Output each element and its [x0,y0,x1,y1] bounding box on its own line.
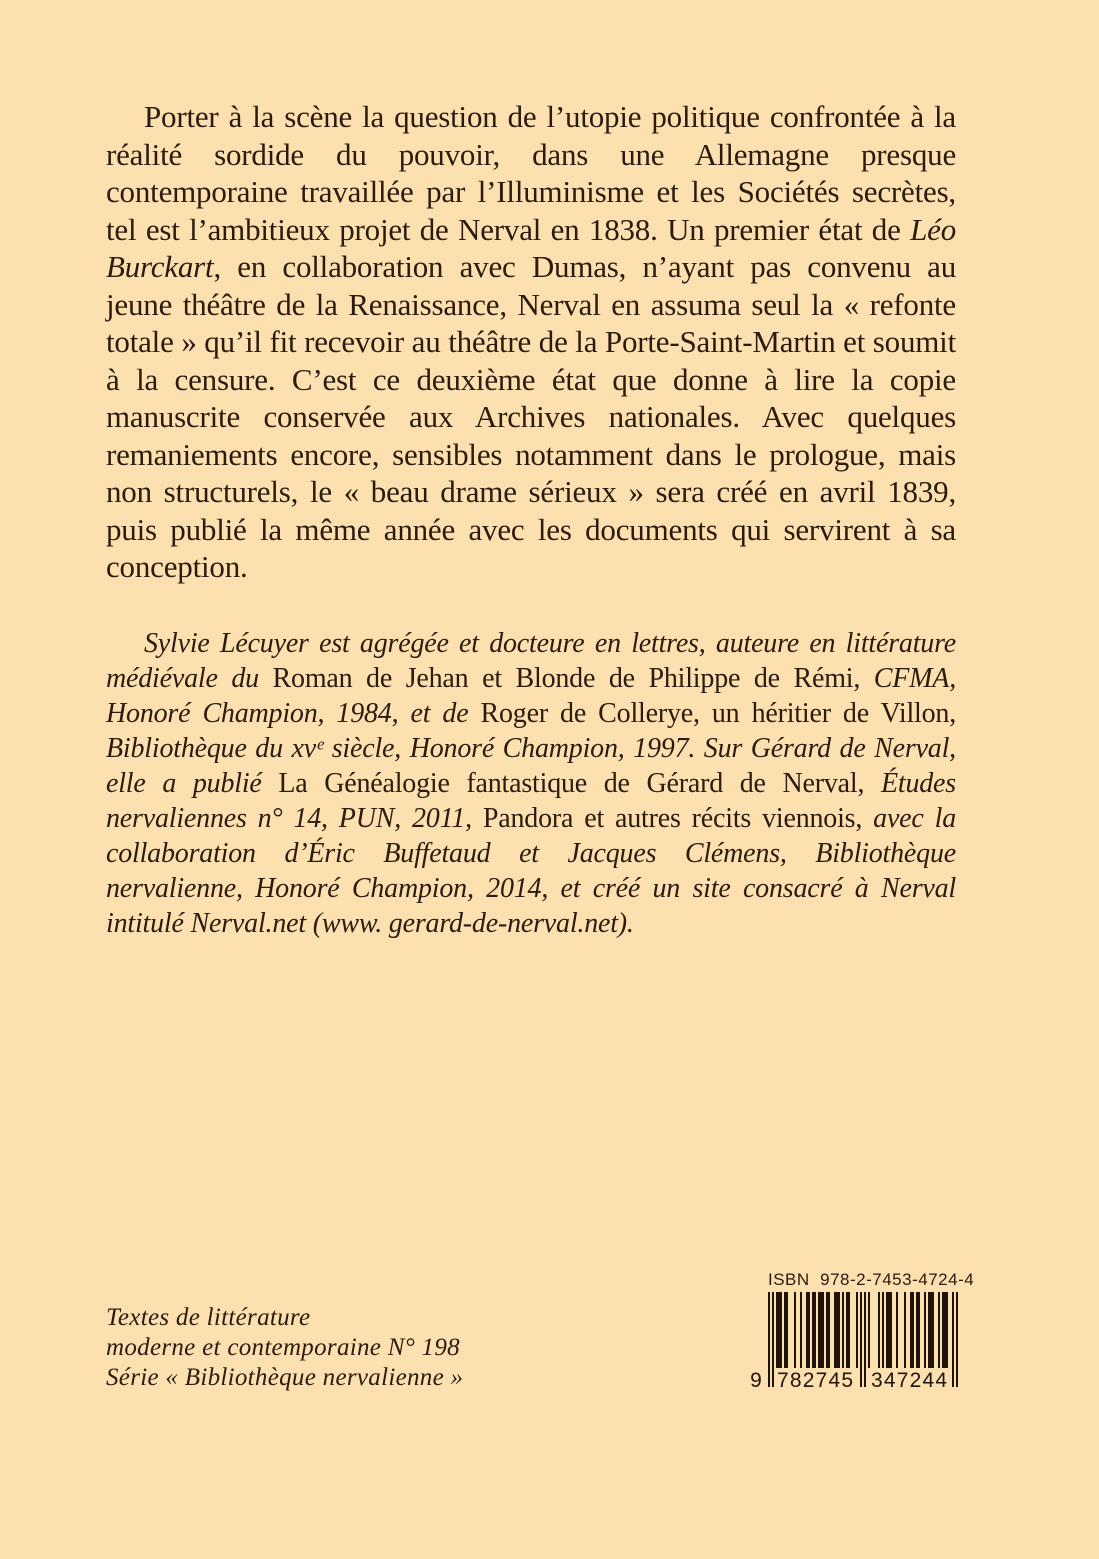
isbn-barcode-block [744,1270,975,1390]
series-title-line: Textes de littérature [106,1304,311,1331]
svg-text:9: 9 [750,1369,762,1390]
svg-text:782745: 782745 [777,1369,853,1390]
svg-text:347244: 347244 [871,1369,947,1390]
isbn-number-label: ISBN 978-2-7453-4724-4 [768,1270,975,1289]
synopsis-paragraph: Porter à la scène la question de l’utopie politique confrontée à la réalité sordide du pouvoir, dans une Allemagne presque contemporaine travaillée par l’Illuminisme et les Sociétés secrètes, tel est l’ambitieux projet de Nerval en 1838. Un premier état de Léo Burckart, en collaboration avec Dumas, n’ayant pas convenu au jeune théâtre de la Renaissance, Nerval en assuma seul la « refonte totale » qu’il fit recevoir au théâtre de la Porte-Saint-Martin et soumit à la censure. C’est ce deuxième état que donne à lire la copie manuscrite conservée aux Archives nationales. Avec quelques remaniements encore, sensibles notamment dans le prologue, mais non structurels, le « beau drame sérieux » sera créé en avril 1839, puis publié la même année avec les documents qui servirent à sa conception. [106,99,956,584]
ean13-barcode-svg [744,1292,958,1390]
series-info [106,1303,463,1393]
series-number-line: moderne et contemporaine N° 198 [106,1334,460,1361]
author-bio-paragraph: Sylvie Lécuyer est agrégée et docteure en lettres, auteure en littérature médiévale du Roman de Jehan et Blonde de Philippe de Rémi, CFMA, Honoré Champion, 1984, et de Roger de Collerye, un héritier de Villon, Bibliothèque du xvᵉ siècle, Honoré Champion, 1997. Sur Gérard de Nerval, elle a publié La Généalogie fantastique de Gérard de Nerval, Études nervaliennes n° 14, PUN, 2011, Pandora et autres récits viennois, avec la collaboration d’Éric Buffetaud et Jacques Clémens, Bibliothèque nervalienne, Honoré Champion, 2014, et créé un site consacré à Nerval intitulé Nerval.net (www. gerard-de-nerval.net). [106,628,957,939]
series-name-line: Série « Bibliothèque nervalienne » [106,1364,464,1391]
